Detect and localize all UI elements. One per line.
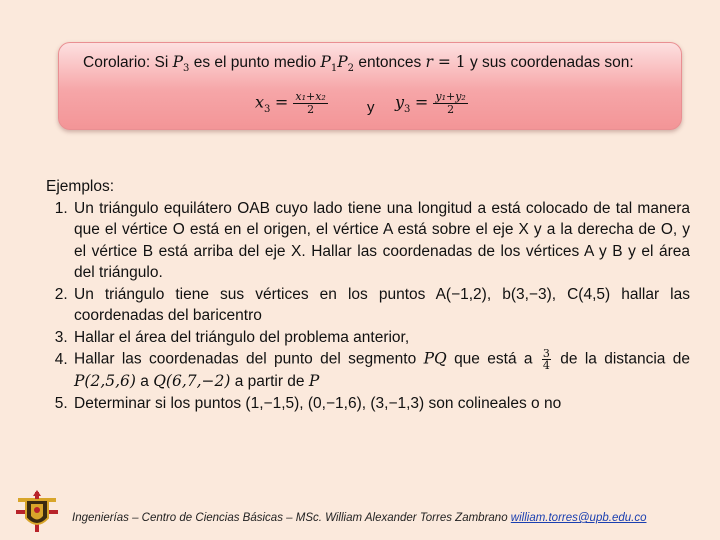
example-item-2: 2. Un triángulo tiene sus vértices en los puntos A(−1,2), b(3,−3), C(4,5) hallar las coordenadas del baricentro (72, 284, 690, 327)
formula-x3: $x_3$ = $\frac{\text{x₁+x₂}}{2}$ (255, 90, 326, 116)
footer-email-link[interactable]: william.torres@upb.edu.co (510, 512, 647, 524)
math-r: r (425, 53, 433, 71)
footer-credits-text: Ingenierías – Centro de Ciencias Básicas – MSc. William Alexander Torres Zambrano (72, 512, 511, 524)
math-p2: P (337, 53, 348, 71)
math-p2-sub: 2 (347, 63, 355, 75)
example-item-1: 1. Un triángulo equilátero OAB cuyo lado tiene una longitud a está colocado de tal manera que el vértice O está en el origen, el vértice A está sobre el eje X y a la derecha de O, y el vértice B está arriba del eje X. Hallar las coordenadas de los vértices A y B y el área del triángulo. (72, 198, 690, 284)
corollary-after: entonces (354, 54, 426, 71)
example-4-end: a partir de (230, 373, 309, 390)
math-r-value: = 1 (432, 53, 466, 71)
formula-x3-denominator: 2 (307, 103, 315, 116)
corollary-statement (83, 53, 673, 74)
formula-y3-sub: 3 (404, 103, 411, 115)
example-4-end-p: P (308, 372, 320, 390)
corollary-middle: es el punto medio (189, 54, 321, 71)
formula-y3: $y_3$ = $\frac{\text{y₁+y₂}}{2}$ (395, 90, 466, 116)
formula-y3-denominator: 2 (447, 103, 455, 116)
formula-x3-lhs: x (255, 92, 265, 112)
formula-x3-fraction (293, 91, 327, 116)
example-item-3: 3. Hallar el área del triángulo del problema anterior, (72, 327, 690, 349)
example-4-segment: PQ (423, 349, 447, 368)
example-4-a: a (135, 373, 154, 390)
corollary-box (58, 42, 682, 130)
example-4-mid: que está a (446, 350, 540, 368)
math-p3-sub: 3 (183, 63, 190, 75)
footer (0, 488, 720, 540)
example-4-prefix: Hallar las coordenadas del punto del segmento (74, 350, 424, 368)
formula-y3-fraction (433, 91, 467, 116)
examples-list (46, 198, 690, 415)
formula-x3-sub: 3 (264, 103, 271, 115)
corollary-suffix: y sus coordenadas son: (465, 54, 634, 71)
formula-conjunction: y (367, 99, 375, 116)
math-p1-sub: 1 (330, 63, 338, 75)
examples-heading: Ejemplos: (46, 178, 115, 195)
example-4-point-p: P(2,5,6) (74, 372, 136, 390)
example-4-fraction (542, 348, 551, 371)
example-4-fraction-den: 4 (542, 359, 550, 372)
footer-credits (72, 512, 712, 524)
math-p1: P (320, 53, 331, 71)
corollary-prefix: Corolario: Si (83, 54, 173, 71)
university-crest-icon (14, 488, 60, 534)
examples-section (46, 176, 690, 414)
example-4-after: de la distancia de (552, 350, 690, 368)
formula-x3-numerator: x₁+x₂ (295, 90, 326, 103)
example-item-4 (72, 348, 690, 393)
midpoint-formula (255, 91, 515, 127)
example-4-point-q: Q(6,7,−2) (153, 372, 231, 390)
math-p3: P (172, 53, 184, 71)
example-item-5: 5. Determinar si los puntos (1,−1,5), (0,−1,6), (3,−1,3) son colineales o no (72, 393, 690, 415)
formula-y3-lhs: y (395, 92, 405, 112)
formula-y3-numerator: y₁+y₂ (435, 90, 466, 103)
example-4-fraction-num: 3 (542, 347, 550, 360)
